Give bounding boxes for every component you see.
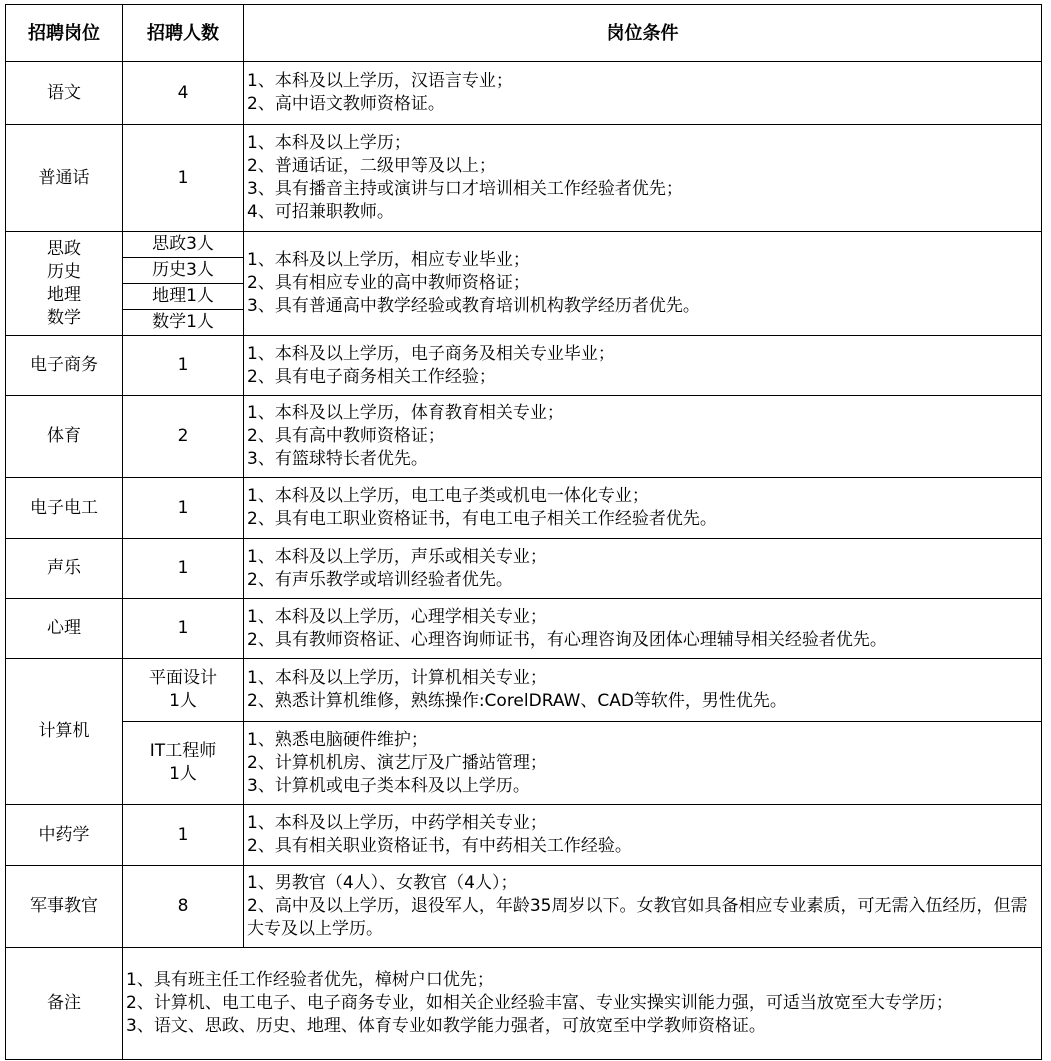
position-cell: 电子电工 bbox=[6, 478, 123, 539]
position-cell: 计算机 bbox=[6, 659, 123, 805]
conditions-cell bbox=[244, 659, 1042, 722]
condition-line: 2、具有电子商务相关工作经验； bbox=[247, 366, 496, 387]
count-cell: 8 bbox=[123, 866, 244, 948]
count-cell: 1 bbox=[123, 805, 244, 866]
count-line: IT工程师 bbox=[149, 741, 217, 761]
condition-line: 2、高中及以上学历，退役军人，年龄35周岁以下。女教官如具备相应专业素质，可无需入伍经历，但需大专及以上学历。 bbox=[247, 896, 1028, 939]
condition-line: 3、具有播音主持或演讲与口才培训相关工作经验者优先； bbox=[247, 179, 683, 199]
count-cell: 2 bbox=[123, 396, 244, 478]
position-cell: 心理 bbox=[6, 599, 123, 659]
condition-line: 3、有篮球特长者优先。 bbox=[247, 449, 428, 469]
count-cell bbox=[123, 232, 244, 336]
condition-line: 1、本科及以上学历，体育教育相关专业； bbox=[247, 403, 564, 423]
condition-line: 1、本科及以上学历，计算机相关专业； bbox=[247, 668, 547, 688]
conditions-cell bbox=[244, 232, 1042, 336]
count-subcell: 地理1人 bbox=[123, 284, 243, 310]
condition-line: 2、普通话证，二级甲等及以上； bbox=[247, 156, 496, 176]
note-line: 2、计算机、电工电子、电子商务专业，如相关企业经验丰富、专业实操实训能力强，可适当放宽至大专学历； bbox=[126, 993, 953, 1013]
condition-line: 2、具有高中教师资格证； bbox=[247, 426, 445, 446]
condition-line: 2、高中语文教师资格证。 bbox=[247, 94, 445, 114]
recruitment-table bbox=[5, 4, 1042, 1060]
header-conditions: 岗位条件 bbox=[244, 5, 1042, 62]
row-vocal bbox=[6, 539, 1042, 599]
notes-cell bbox=[123, 948, 1042, 1060]
condition-line: 1、本科及以上学历，相应专业毕业； bbox=[247, 250, 530, 270]
count-subtable bbox=[123, 232, 243, 335]
position-cell: 语文 bbox=[6, 62, 123, 125]
condition-line: 1、本科及以上学历，声乐或相关专业； bbox=[247, 546, 547, 567]
conditions-cell bbox=[244, 866, 1042, 948]
conditions-cell bbox=[244, 396, 1042, 478]
conditions-cell bbox=[244, 722, 1042, 805]
condition-line: 1、熟悉电脑硬件维护； bbox=[247, 729, 428, 750]
conditions-cell bbox=[244, 62, 1042, 125]
count-cell bbox=[123, 659, 244, 722]
header-count: 招聘人数 bbox=[123, 5, 244, 62]
count-cell: 1 bbox=[123, 539, 244, 599]
count-subcell: 思政3人 bbox=[123, 232, 243, 258]
conditions-cell bbox=[244, 478, 1042, 539]
conditions-cell bbox=[244, 539, 1042, 599]
row-tcm bbox=[6, 805, 1042, 866]
condition-line: 1、男教官（4人）、女教官（4人）； bbox=[247, 873, 518, 893]
position-cell: 军事教官 bbox=[6, 866, 123, 948]
condition-line: 3、具有普通高中教学经验或教育培训机构教学经历者优先。 bbox=[247, 296, 700, 316]
condition-line: 3、计算机或电子类本科及以上学历。 bbox=[247, 775, 530, 796]
row-pe bbox=[6, 396, 1042, 478]
count-cell: 4 bbox=[123, 62, 244, 125]
conditions-cell bbox=[244, 805, 1042, 866]
condition-line: 1、本科及以上学历，心理学相关专业； bbox=[247, 606, 547, 627]
condition-line: 2、具有电工职业资格证书，有电工电子相关工作经验者优先。 bbox=[247, 509, 717, 529]
conditions-cell bbox=[244, 336, 1042, 396]
count-line: 1人 bbox=[169, 691, 197, 711]
condition-line: 2、具有相关职业资格证书，有中药相关工作经验。 bbox=[247, 836, 632, 856]
condition-line: 4、可招兼职教师。 bbox=[247, 202, 394, 222]
row-electrician bbox=[6, 478, 1042, 539]
row-computer-design bbox=[6, 659, 1042, 722]
condition-line: 1、本科及以上学历； bbox=[247, 133, 411, 153]
conditions-cell bbox=[244, 125, 1042, 232]
position-cell: 普通话 bbox=[6, 125, 123, 232]
count-cell: 1 bbox=[123, 478, 244, 539]
count-cell bbox=[123, 722, 244, 805]
condition-line: 1、本科及以上学历，汉语言专业； bbox=[247, 71, 513, 91]
condition-line: 2、有声乐教学或培训经验者优先。 bbox=[247, 569, 513, 590]
note-line: 1、具有班主任工作经验者优先，樟树户口优先； bbox=[126, 970, 494, 990]
row-humanities bbox=[6, 232, 1042, 336]
position-cell: 声乐 bbox=[6, 539, 123, 599]
position-cell: 体育 bbox=[6, 396, 123, 478]
condition-line: 1、本科及以上学历，电工电子类或机电一体化专业； bbox=[247, 486, 649, 506]
row-computer-it bbox=[6, 722, 1042, 805]
position-cell: 电子商务 bbox=[6, 336, 123, 396]
count-cell: 1 bbox=[123, 125, 244, 232]
count-subcell: 历史3人 bbox=[123, 258, 243, 284]
row-notes bbox=[6, 948, 1042, 1060]
note-line: 3、语文、思政、历史、地理、体育专业如教学能力强者，可放宽至中学教师资格证。 bbox=[126, 1016, 766, 1036]
row-psychology bbox=[6, 599, 1042, 659]
row-military bbox=[6, 866, 1042, 948]
position-cell: 中药学 bbox=[6, 805, 123, 866]
count-line: 1人 bbox=[169, 764, 197, 784]
header-row bbox=[6, 5, 1042, 62]
row-chinese bbox=[6, 62, 1042, 125]
conditions-cell bbox=[244, 599, 1042, 659]
position-cell bbox=[6, 232, 123, 336]
count-cell: 1 bbox=[123, 599, 244, 659]
count-subcell: 数学1人 bbox=[152, 312, 214, 332]
count-cell: 1 bbox=[123, 336, 244, 396]
header-position: 招聘岗位 bbox=[6, 5, 123, 62]
condition-line: 1、本科及以上学历，中药学相关专业； bbox=[247, 813, 547, 833]
condition-line: 2、具有教师资格证、心理咨询师证书，有心理咨询及团体心理辅导相关经验者优先。 bbox=[247, 629, 887, 650]
condition-line: 2、具有相应专业的高中教师资格证； bbox=[247, 273, 530, 293]
condition-line: 2、计算机机房、演艺厅及广播站管理； bbox=[247, 752, 547, 773]
row-mandarin bbox=[6, 125, 1042, 232]
count-line: 平面设计 bbox=[149, 668, 217, 688]
condition-line: 2、熟悉计算机维修，熟练操作:CorelDRAW、CAD等软件，男性优先。 bbox=[247, 691, 787, 711]
position-line: 数学 bbox=[47, 307, 81, 328]
position-line: 地理 bbox=[47, 284, 81, 305]
position-line: 思政 bbox=[47, 238, 81, 259]
notes-label-cell: 备注 bbox=[6, 948, 123, 1060]
position-line: 历史 bbox=[47, 261, 81, 282]
row-ecommerce bbox=[6, 336, 1042, 396]
condition-line: 1、本科及以上学历，电子商务及相关专业毕业； bbox=[247, 343, 615, 364]
